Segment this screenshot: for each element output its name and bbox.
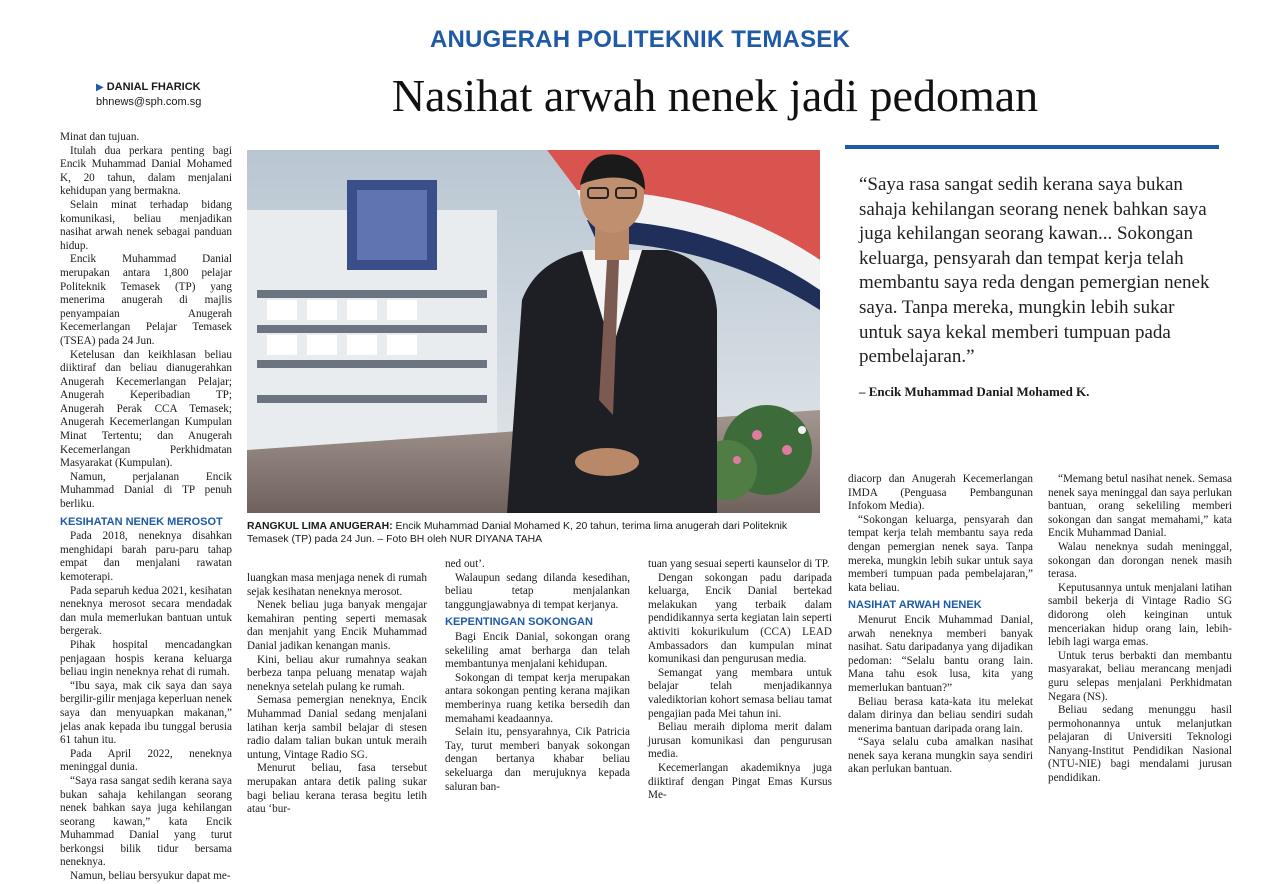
paragraph: Beliau meraih diploma merit dalam jurusan komunikasi dan pengurusan media. [648, 721, 832, 761]
paragraph: Keputusannya untuk menjalani latihan sambil bekerja di Vintage Radio SG didorong oleh keinginan untuk menceriakan hidup orang lain, lebih-lebih lagi warga emas. [1048, 581, 1232, 649]
paragraph: Pihak hospital mencadangkan penjagaan hospis kerana keluarga beliau ingin neneknya rehat di rumah. [60, 638, 232, 679]
paragraph: Minat dan tujuan. [60, 131, 140, 143]
paragraph: tuan yang sesuai seperti kaunselor di TP. [648, 558, 830, 570]
paragraph: Pada 2018, neneknya disahkan menghidapi barah paru-paru tahap empat dan menjalani rawatan kemoterapi. [60, 530, 232, 583]
paragraph: Menurut beliau, fasa tersebut merupakan antara detik paling sukar bagi beliau kerana terasa begitu letih atau ‘bur- [247, 762, 427, 816]
paragraph: “Memang betul nasihat nenek. Semasa nenek saya meninggal dan saya perlukan bantuan, orang sekeliling memberi sokongan dan sangat memahami,” kata Encik Muhammad Danial. [1048, 473, 1232, 540]
paragraph: diacorp dan Anugerah Kecemerlangan IMDA (Penguasa Pembangunan Infokom Media). [848, 473, 1033, 513]
article-photo [247, 150, 820, 513]
paragraph: Dengan sokongan padu daripada keluarga, Encik Danial bertekad melakukan yang terbaik dalam pendidikannya serta kegiatan lain seperti aktiviti kokurikulum (CCA) LEAD Ambassadors dan kumpulan minat komunikasi dan pengurusan media. [648, 571, 832, 666]
paragraph: Walaupun sedang dilanda kesedihan, beliau tetap menjalankan tanggungjawabnya di tempat kerjanya. [445, 571, 630, 611]
author-email[interactable]: bhnews@sph.com.sg [96, 96, 202, 108]
article-column-3 [445, 558, 630, 794]
paragraph: Nenek beliau juga banyak mengajar kemahiran penting seperti memasak dan menjahit yang Encik Muhammad Danial jadikan kenangan manis. [247, 599, 427, 652]
quote-top-rule [845, 145, 1219, 149]
paragraph: “Sokongan keluarga, pensyarah dan tempat kerja telah membantu saya reda dengan pemergian nenek saya. Tanpa mereka, mungkin lebih sukar untuk saya memberi tumpuan pada pembelajaran,” kata beliau. [848, 513, 1033, 594]
paragraph: Selain itu, pensyarahnya, Cik Patricia Tay, turut memberi banyak sokongan dengan bertanya khabar beliau sekeluarga dan merujuknya kepada saluran ban- [445, 726, 630, 793]
section-kicker: ANUGERAH POLITEKNIK TEMASEK [429, 26, 851, 53]
paragraph: Semangat yang membara untuk belajar telah menjadikannya valediktorian kohort semasa beliau tamat pengajian pada Mei tahun ini. [648, 666, 832, 720]
headline: Nasihat arwah nenek jadi pedoman [391, 70, 1039, 121]
pull-quote [845, 145, 1219, 400]
paragraph: “Saya rasa sangat sedih kerana saya bukan sahaja kehilangan seorang nenek bahkan saya juga kehilangan seorang kawan,” kata Encik Muhammad Danial yang turut berkongsi bilik tidur bersama neneknya. [60, 774, 232, 869]
article-column-2 [247, 572, 427, 817]
paragraph: Walau neneknya sudah meninggal, sokongan dan dorongan nenek masih terasa. [1048, 540, 1232, 581]
paragraph: Sokongan di tempat kerja merupakan antara sokongan penting kerana majikan memberinya ruang ketika bersedih dan memahami keadaannya. [445, 671, 630, 725]
paragraph: Semasa pemergian neneknya, Encik Muhammad Danial sedang menjalani latihan kerja sambil belajar di stesen radio dalam talian bukan untuk meraih untung, Vintage Radio SG. [247, 694, 427, 761]
caption-label: RANGKUL LIMA ANUGERAH: [247, 521, 393, 532]
article-column-4 [648, 558, 832, 803]
paragraph: Kecemerlangan akademiknya juga diiktiraf dengan Pingat Emas Kursus Me- [648, 761, 832, 802]
paragraph: Bagi Encik Danial, sokongan orang sekeliling amat berharga dan telah membantunya menjalani kehidupan. [445, 630, 630, 671]
paragraph: Ketelusan dan keikhlasan beliau diiktiraf dan beliau dianugerahkan Anugerah Kecemerlangan Pelajar; Anugerah Keperibadian TP; Anugerah Perak CCA Temasek; Anugerah Kecemerlangan Kumpulan Minat Tertentu; dan Anugerah Kecemerlangan Perkhidmatan Masyarakat (Kumpulan). [60, 348, 232, 470]
article-column-5 [848, 473, 1033, 777]
paragraph: Beliau berasa kata-kata itu melekat dalam dirinya dan beliau sendiri sudah menerima bantuan daripada orang lain. [848, 695, 1033, 735]
author-name: DANIAL FHARICK [106, 81, 201, 93]
photo-illustration [247, 150, 820, 513]
paragraph: Menurut Encik Muhammad Danial, arwah neneknya memberi banyak nasihat. Satu daripadanya yang dijadikan pedoman: “Selalu bantu orang lain. Mana tahu esok lusa, kita yang memerlukan bantuan?” [848, 613, 1033, 694]
paragraph: Encik Muhammad Danial merupakan antara 1,800 pelajar Politeknik Temasek (TP) yang menerima anugerah di majlis penyampaian Anugerah Kecemerlangan Pelajar Temasek (TSEA) pada 24 Jun. [60, 253, 232, 347]
subheading: KEPENTINGAN SOKONGAN [445, 616, 593, 629]
paragraph: Kini, beliau akur rumahnya seakan berbeza tanpa peluang menatap wajah neneknya setelah pulang ke rumah. [247, 653, 427, 693]
paragraph: Namun, perjalanan Encik Muhammad Danial di TP penuh berliku. [60, 470, 232, 511]
quote-text: “Saya rasa sangat sedih kerana saya bukan sahaja kehilangan seorang nenek bahkan saya juga kehilangan seorang kawan... Sokongan keluarga, pensyarah dan tempat kerja telah membantu saya reda dengan pemergian nenek saya. Tanpa mereka, mungkin lebih sukar untuk saya kekal memberi tumpuan pada pembelajaran.” [859, 174, 1210, 368]
subheading: KESIHATAN NENEK MEROSOT [60, 515, 223, 528]
paragraph: Selain minat terhadap bidang komunikasi, beliau menjadikan nasihat arwah nenek sebagai panduan hidup. [60, 198, 232, 252]
paragraph: Pada separuh kedua 2021, kesihatan neneknya merosot secara mendadak dan mula memerlukan bantuan untuk bergerak. [60, 584, 232, 638]
caption-text: Encik Muhammad Danial Mohamed K, 20 tahun, terima lima anugerah dari Politeknik Temasek (TP) pada 24 Jun. – Foto BH oleh NUR DIYANA TAHA [247, 521, 788, 545]
quote-attribution: – Encik Muhammad Danial Mohamed K. [859, 383, 1090, 399]
paragraph: Pada April 2022, neneknya meninggal dunia. [60, 747, 232, 774]
subheading: NASIHAT ARWAH NENEK [848, 599, 982, 612]
triangle-icon: ▶ [96, 82, 104, 93]
byline [96, 80, 201, 109]
article-column-1 [60, 131, 232, 884]
paragraph: Beliau sedang menunggu hasil permohonannya untuk melanjutkan pelajaran di Universiti Teknologi Nanyang-Institut Pendidikan Nasional (NTU-NIE) bagi mendalami jurusan pendidikan. [1048, 704, 1232, 785]
paragraph: “Saya selalu cuba amalkan nasihat nenek saya kerana mungkin saya sendiri akan perlukan bantuan. [848, 736, 1033, 776]
paragraph: Untuk terus berbakti dan membantu masyarakat, beliau merancang menjadi guru selepas menjalani Perkhidmatan Negara (NS). [1048, 649, 1232, 703]
article-column-6 [1048, 473, 1232, 786]
paragraph: Itulah dua perkara penting bagi Encik Muhammad Danial Mohamed K, 20 tahun, dalam menjalani kehidupan yang bermakna. [60, 144, 232, 198]
paragraph: luangkan masa menjaga nenek di rumah sejak kesihatan neneknya merosot. [247, 572, 427, 598]
photo-caption [247, 520, 820, 546]
paragraph: “Ibu saya, mak cik saya dan saya bergilir-gilir menjaga keperluan nenek saya dan menyuapkan makanan,” jelas anak kepada ibu tunggal berusia 61 tahun itu. [60, 679, 232, 747]
paragraph: Namun, beliau bersyukur dapat me- [70, 870, 231, 883]
paragraph: ned out’. [445, 558, 485, 570]
